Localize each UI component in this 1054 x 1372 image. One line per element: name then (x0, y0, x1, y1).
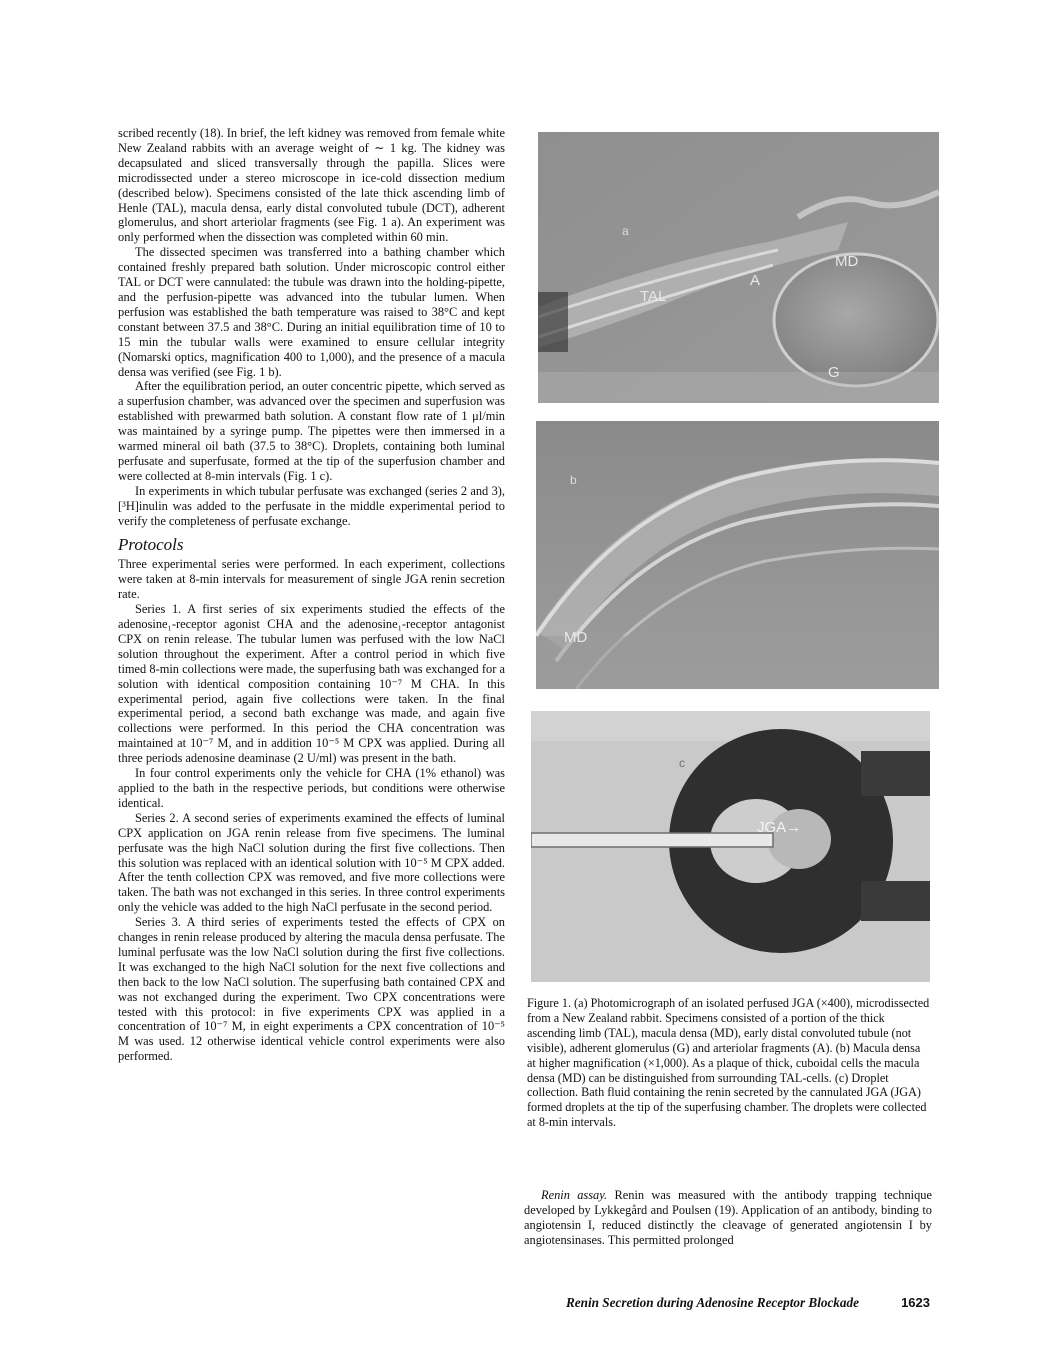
paragraph-cannulation: The dissected specimen was transferred into a bathing chamber which contained freshly prepared bath solution. Under microscopic control either TAL or DCT were cannulated: the tubule was drawn into the holding-pipette, and the perfusion-pipette was advanced into the tubular lumen. When perfusion was established the bath temperature was raised to 38°C and kept constant between 37.5 and 38°C. During an initial equilibration time of 10 to 15 min the tubular walls were examined to ensure cellular integrity (Nomarski optics, magnification 400 to 1,000), and the presence of a macula densa was verified (see Fig. 1 b). (118, 245, 505, 379)
paragraph-methods-dissection: scribed recently (18). In brief, the left kidney was removed from female white New Zealand rabbits with an average weight of ∼ 1 kg. The kidney was decapsulated and sliced transversally through the papilla. Slices were microdissected under a stereo microscope in ice-cold dissection medium (described below). Specimens consisted of the late thick ascending limb of Henle (TAL), macula densa, early distal convoluted tubule (DCT), adherent glomerulus, and short arteriolar fragments (see Fig. 1 a). An experiment was only performed when the dissection was completed within 60 min. (118, 126, 505, 245)
panel-a-label-g: G (828, 364, 840, 381)
figure-caption: Figure 1. (a) Photomicrograph of an isolated perfused JGA (×400), microdissected from a New Zealand rabbit. Specimens consisted of a portion of the thick ascending limb (TAL), macula densa (MD), early distal convoluted tubule (not visible), adherent glomerulus (G) and arteriolar fragments (A). (b) Macula densa at higher magnification (×1,000). As a plaque of thick, cuboidal cells the macula densa (MD) can be distinguished from surrounding TAL-cells. (c) Droplet collection. Bath fluid containing the renin secreted by the cannulated JGA (JGA) formed droplets at the tip of the superfusing chamber. The droplets were collected at 8-min intervals. (527, 996, 930, 1130)
renin-assay-text: Renin was measured with the antibody trapping technique developed by Lykkegård and Poulsen (19). Application of an antibody, binding to angiotensin I, reduced distinctly the cleavage of generated angiotensin I by angiotensinases. This permitted prolonged (524, 1188, 932, 1247)
panel-c-letter: c (679, 756, 685, 770)
paragraph-series-1: Series 1. A first series of six experiments studied the effects of the adenosine₁-receptor agonist CHA and the adenosine₁-receptor antagonist CPX on renin release. The tubular lumen was perfused with the low NaCl solution throughout the experiment. After a control period in which five timed 8-min collections were made, the superfusing bath was exchanged for a solution with identical composition containing 10⁻⁷ M CHA. In this experimental period, again five collections were taken. In the final experimental period, a second bath exchange was made, and again five collections were performed. In this period the CHA concentration was maintained at 10⁻⁷ M, and in addition 10⁻⁵ M CPX was applied. During all three periods adenosine deaminase (2 U/ml) was present in the bath. (118, 602, 505, 766)
figure-1b-macula-densa (536, 421, 939, 689)
panel-b-letter: b (570, 473, 577, 487)
renin-assay-paragraph (524, 1188, 932, 1248)
figure-1c-droplet-collection (531, 711, 930, 982)
panel-a-label-tal: TAL (640, 288, 667, 305)
paragraph-series-3: Series 3. A third series of experiments tested the effects of CPX on changes in renin release produced by altering the macula densa perfusate. The luminal perfusate was the low NaCl solution during the first five collections. It was exchanged to the high NaCl solution for the next five collections and then back to the low NaCl solution. The superfusing bath contained CPX and was not exchanged during the experiment. Two CPX concentrations were tested with this protocol: in five experiments CPX was applied in a concentration of 10⁻⁷ M, in eight experiments a CPX concentration of 10⁻⁵ M was used. 12 otherwise identical vehicle control experiments were also performed. (118, 915, 505, 1064)
paragraph-superfusion: After the equilibration period, an outer concentric pipette, which served as a superfusion chamber, was advanced over the specimen and superfusion was established with prewarmed bath solution. A constant flow rate of 1 μl/min was maintained by a syringe pump. The pipettes were then immersed in a warmed mineral oil bath (37.5 to 38°C). Droplets, containing both luminal perfusate and superfusate, formed at the tip of the superfusion chamber and were collected at 8-min intervals (Fig. 1 c). (118, 379, 505, 483)
renin-assay-heading: Renin assay. (541, 1188, 608, 1202)
panel-a-label-md: MD (835, 253, 859, 270)
paragraph-series-2: Series 2. A second series of experiments examined the effects of luminal CPX application on JGA renin release from five specimens. The luminal perfusate was the high NaCl solution during the first five collections. Then this solution was replaced with an identical solution with 10⁻⁵ M CPX added. After the tenth collection CPX was removed, and five more collections were taken. The bath was not exchanged in this series. In three control experiments only the vehicle was added to the high NaCl perfusate in the second period. (118, 810, 505, 915)
panel-a-label-a: A (750, 272, 761, 289)
panel-b-label-md: MD (564, 629, 588, 646)
paragraph-control-experiments: In four control experiments only the vehicle for CHA (1% ethanol) was applied to the bath in the respective periods, but conditions were otherwise identical. (118, 766, 505, 810)
section-heading-protocols: Protocols (118, 535, 184, 555)
paragraph-protocols-intro: Three experimental series were performed. In each experiment, collections were taken at 8-min intervals for measurement of single JGA renin secretion rate. (118, 557, 505, 602)
panel-c-label-jga: JGA→ (757, 819, 802, 836)
left-column (118, 126, 505, 1064)
page-number: 1623 (901, 1295, 930, 1310)
figure-1a-photomicrograph (538, 132, 939, 403)
paragraph-inulin: In experiments in which tubular perfusate was exchanged (series 2 and 3), [³H]inulin was added to the perfusate in the middle experimental period to verify the completeness of perfusate exchange. (118, 483, 505, 528)
panel-a-letter: a (622, 224, 629, 238)
running-title: Renin Secretion during Adenosine Receptor Blockade (566, 1295, 859, 1310)
